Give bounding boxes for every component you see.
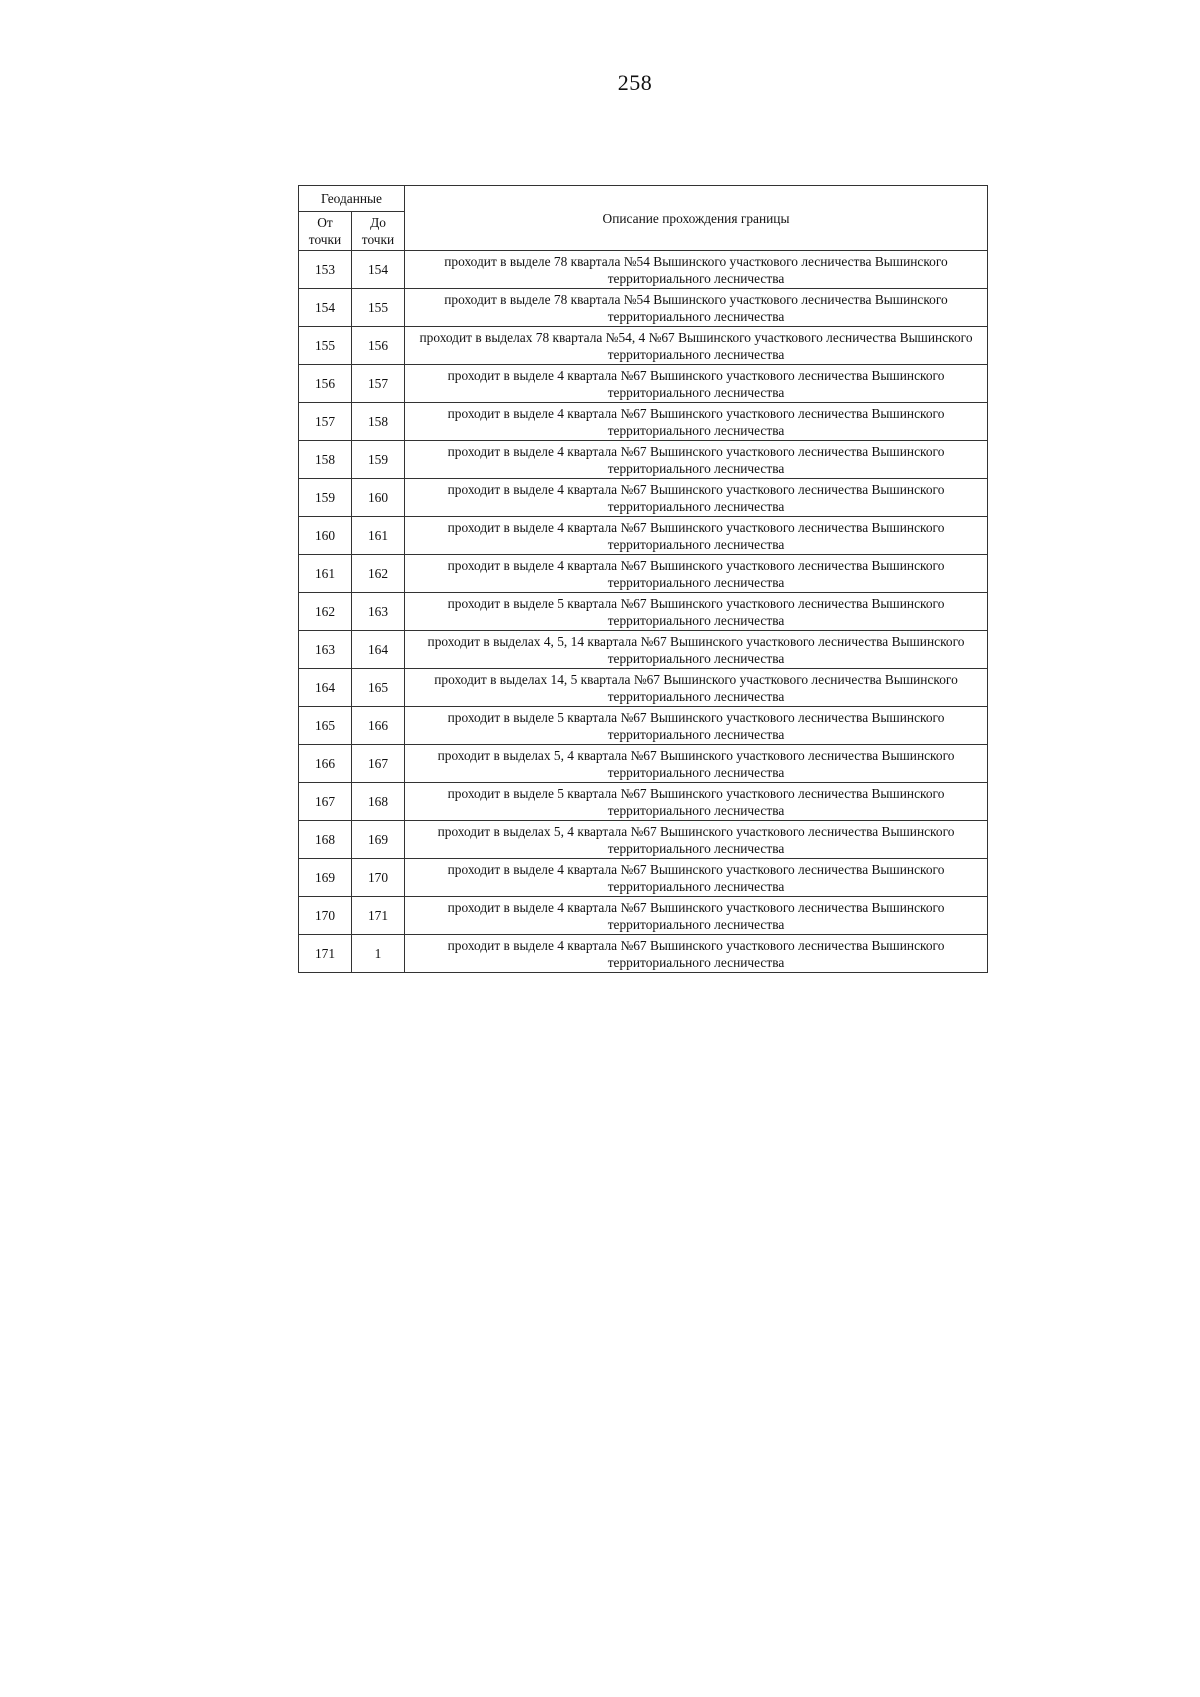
cell-to-point: 154 (352, 251, 405, 289)
cell-from-point: 155 (299, 327, 352, 365)
boundary-table (298, 185, 988, 973)
cell-to-point: 169 (352, 821, 405, 859)
header-description: Описание прохождения границы (405, 186, 988, 251)
cell-from-point: 166 (299, 745, 352, 783)
cell-from-point: 167 (299, 783, 352, 821)
cell-to-point: 163 (352, 593, 405, 631)
table-row (299, 631, 988, 669)
cell-to-point: 1 (352, 935, 405, 973)
cell-from-point: 165 (299, 707, 352, 745)
cell-from-point: 158 (299, 441, 352, 479)
table-row (299, 441, 988, 479)
cell-to-point: 159 (352, 441, 405, 479)
cell-from-point: 157 (299, 403, 352, 441)
cell-to-point: 164 (352, 631, 405, 669)
header-from-point: От точки (299, 212, 352, 251)
cell-from-point: 162 (299, 593, 352, 631)
cell-from-point: 169 (299, 859, 352, 897)
cell-to-point: 167 (352, 745, 405, 783)
table-row (299, 479, 988, 517)
cell-description: проходит в выделе 5 квартала №67 Вышинского участкового лесничества Вышинского территориального лесничества (405, 707, 988, 745)
table-row (299, 669, 988, 707)
table-row (299, 251, 988, 289)
cell-to-point: 157 (352, 365, 405, 403)
cell-to-point: 170 (352, 859, 405, 897)
table-row (299, 517, 988, 555)
cell-description: проходит в выделе 4 квартала №67 Вышинского участкового лесничества Вышинского территориального лесничества (405, 897, 988, 935)
cell-description: проходит в выделе 4 квартала №67 Вышинского участкового лесничества Вышинского территориального лесничества (405, 517, 988, 555)
table-header (299, 186, 988, 251)
table-row (299, 327, 988, 365)
cell-from-point: 168 (299, 821, 352, 859)
cell-from-point: 159 (299, 479, 352, 517)
cell-description: проходит в выделе 5 квартала №67 Вышинского участкового лесничества Вышинского территориального лесничества (405, 783, 988, 821)
cell-to-point: 155 (352, 289, 405, 327)
cell-description: проходит в выделе 4 квартала №67 Вышинского участкового лесничества Вышинского территориального лесничества (405, 555, 988, 593)
cell-description: проходит в выделе 4 квартала №67 Вышинского участкового лесничества Вышинского территориального лесничества (405, 935, 988, 973)
cell-to-point: 165 (352, 669, 405, 707)
cell-description: проходит в выделе 78 квартала №54 Вышинского участкового лесничества Вышинского территориального лесничества (405, 289, 988, 327)
table-row (299, 593, 988, 631)
cell-to-point: 168 (352, 783, 405, 821)
cell-description: проходит в выделах 5, 4 квартала №67 Вышинского участкового лесничества Вышинского территориального лесничества (405, 745, 988, 783)
table-row (299, 935, 988, 973)
cell-description: проходит в выделе 4 квартала №67 Вышинского участкового лесничества Вышинского территориального лесничества (405, 365, 988, 403)
cell-description: проходит в выделе 4 квартала №67 Вышинского участкового лесничества Вышинского территориального лесничества (405, 441, 988, 479)
cell-from-point: 170 (299, 897, 352, 935)
cell-to-point: 171 (352, 897, 405, 935)
cell-description: проходит в выделе 78 квартала №54 Вышинского участкового лесничества Вышинского территориального лесничества (405, 251, 988, 289)
cell-from-point: 153 (299, 251, 352, 289)
table-body (299, 251, 988, 973)
cell-to-point: 158 (352, 403, 405, 441)
table-row (299, 783, 988, 821)
cell-from-point: 154 (299, 289, 352, 327)
cell-description: проходит в выделах 78 квартала №54, 4 №67 Вышинского участкового лесничества Вышинского территориального лесничества (405, 327, 988, 365)
cell-from-point: 163 (299, 631, 352, 669)
cell-description: проходит в выделе 4 квартала №67 Вышинского участкового лесничества Вышинского территориального лесничества (405, 479, 988, 517)
cell-description: проходит в выделах 5, 4 квартала №67 Вышинского участкового лесничества Вышинского территориального лесничества (405, 821, 988, 859)
cell-description: проходит в выделе 4 квартала №67 Вышинского участкового лесничества Вышинского территориального лесничества (405, 859, 988, 897)
table-row (299, 289, 988, 327)
cell-to-point: 161 (352, 517, 405, 555)
header-to-point: До точки (352, 212, 405, 251)
cell-to-point: 166 (352, 707, 405, 745)
table-row (299, 745, 988, 783)
cell-to-point: 156 (352, 327, 405, 365)
table-row (299, 707, 988, 745)
cell-description: проходит в выделах 14, 5 квартала №67 Вышинского участкового лесничества Вышинского территориального лесничества (405, 669, 988, 707)
cell-to-point: 160 (352, 479, 405, 517)
cell-from-point: 161 (299, 555, 352, 593)
cell-from-point: 164 (299, 669, 352, 707)
cell-from-point: 171 (299, 935, 352, 973)
cell-description: проходит в выделах 4, 5, 14 квартала №67 Вышинского участкового лесничества Вышинского территориального лесничества (405, 631, 988, 669)
cell-to-point: 162 (352, 555, 405, 593)
table-row (299, 555, 988, 593)
table-row (299, 365, 988, 403)
table-row (299, 859, 988, 897)
cell-from-point: 160 (299, 517, 352, 555)
table-row (299, 897, 988, 935)
cell-description: проходит в выделе 4 квартала №67 Вышинского участкового лесничества Вышинского территориального лесничества (405, 403, 988, 441)
header-geodata: Геоданные (299, 186, 405, 212)
cell-from-point: 156 (299, 365, 352, 403)
cell-description: проходит в выделе 5 квартала №67 Вышинского участкового лесничества Вышинского территориального лесничества (405, 593, 988, 631)
table-row (299, 821, 988, 859)
table-row (299, 403, 988, 441)
page-number: 258 (617, 70, 653, 95)
